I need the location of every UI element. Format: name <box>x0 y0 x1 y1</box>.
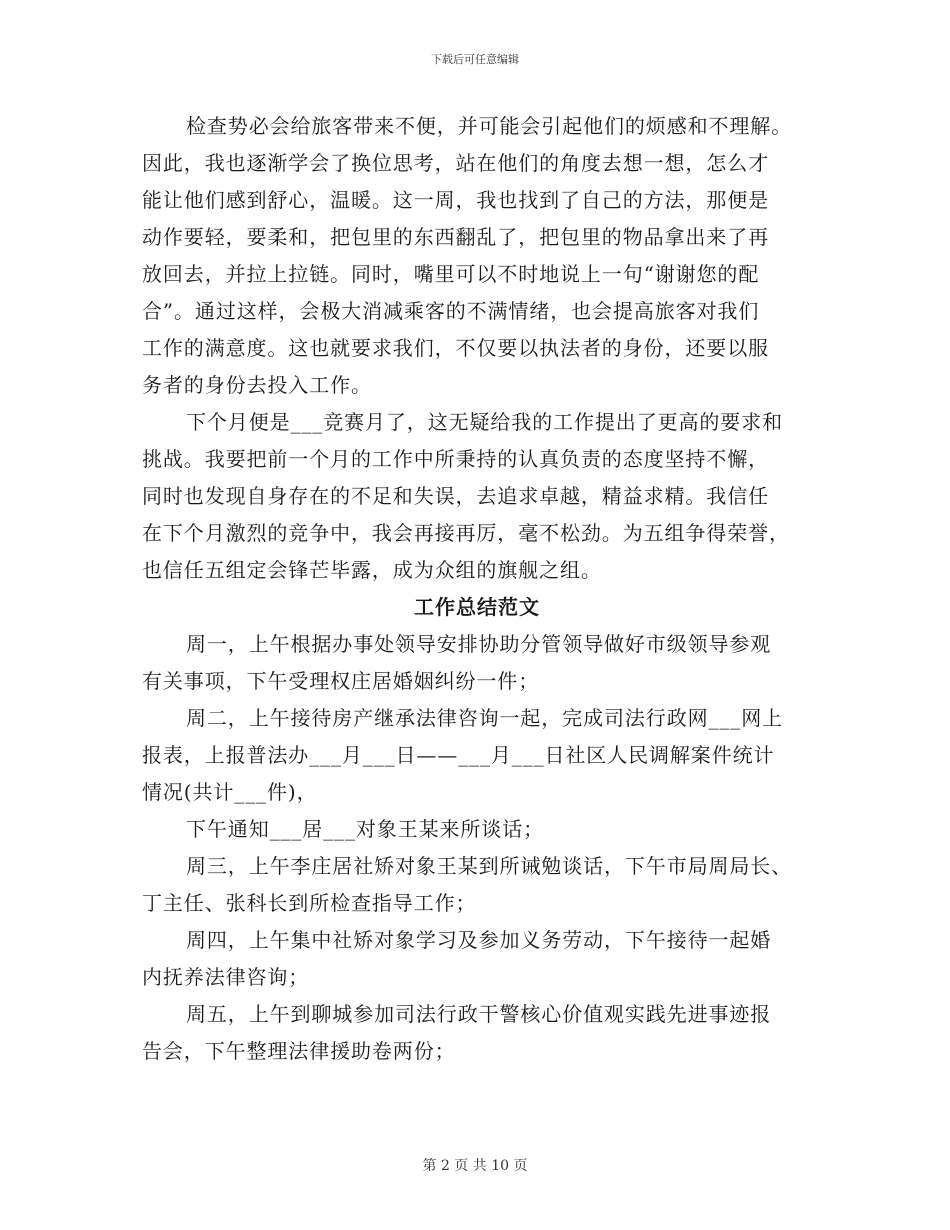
section-heading: 工作总结范文 <box>414 595 540 619</box>
text-line: 周三，上午李庄居社矫对象王某到所诫勉谈话，下午市局周局长、 <box>186 854 793 878</box>
text-line: 检查势必会给旅客带来不便，并可能会引起他们的烦感和不理解。 <box>186 114 793 138</box>
text-line: 周五，上午到聊城参加司法行政干警核心价值观实践先进事迹报 <box>186 1002 772 1026</box>
text-line: 下午通知___居___对象王某来所谈话； <box>186 817 544 841</box>
text-line: 合”。通过这样，会极大消减乘客的不满情绪，也会提高旅客对我们 <box>142 299 760 323</box>
text-line: 丁主任、张科长到所检查指导工作； <box>142 891 477 915</box>
text-line: 务者的身份去投入工作。 <box>142 373 372 397</box>
text-line: 周一，上午根据办事处领导安排协助分管领导做好市级领导参观 <box>186 632 772 656</box>
text-line: 周二，上午接待房产继承法律咨询一起，完成司法行政网___网上 <box>186 706 783 730</box>
text-line: 同时也发现自身存在的不足和失误，去追求卓越，精益求精。我信任 <box>142 484 769 508</box>
text-line: 周四，上午集中社矫对象学习及参加义务劳动，下午接待一起婚 <box>186 928 772 952</box>
text-line: 放回去，并拉上拉链。同时，嘴里可以不时地说上一句“谢谢您的配 <box>142 262 760 286</box>
text-line: 情况(共计___件)， <box>142 780 318 804</box>
text-line: 挑战。我要把前一个月的工作中所秉持的认真负责的态度坚持不懈， <box>142 447 769 471</box>
text-line: 工作的满意度。这也就要求我们，不仅要以执法者的身份，还要以服 <box>142 336 769 360</box>
text-line: 报表，上报普法办___月___日——___月___日社区人民调解案件统计 <box>142 743 775 767</box>
text-line: 动作要轻，要柔和，把包里的东西翻乱了，把包里的物品拿出来了再 <box>142 225 769 249</box>
text-line: 因此，我也逐渐学会了换位思考，站在他们的角度去想一想，怎么才 <box>142 151 769 175</box>
document-body <box>142 108 812 1070</box>
text-line: 下个月便是___竞赛月了，这无疑给我的工作提出了更高的要求和 <box>186 410 783 434</box>
text-line: 也信任五组定会锋芒毕露，成为众组的旗舰之组。 <box>142 558 602 582</box>
page-number-footer: 第 2 页 共 10 页 <box>422 1158 528 1174</box>
text-line: 有关事项，下午受理权庄居婚姻纠纷一件； <box>142 669 540 693</box>
text-line: 内抚养法律咨询； <box>142 965 310 989</box>
text-line: 告会，下午整理法律援助卷两份； <box>142 1039 456 1063</box>
page-header-note: 下载后可任意编辑 <box>431 53 519 66</box>
text-line: 能让他们感到舒心，温暖。这一周，我也找到了自己的方法，那便是 <box>142 188 769 212</box>
text-line: 在下个月激烈的竞争中，我会再接再厉，毫不松劲。为五组争得荣誉， <box>142 521 790 545</box>
